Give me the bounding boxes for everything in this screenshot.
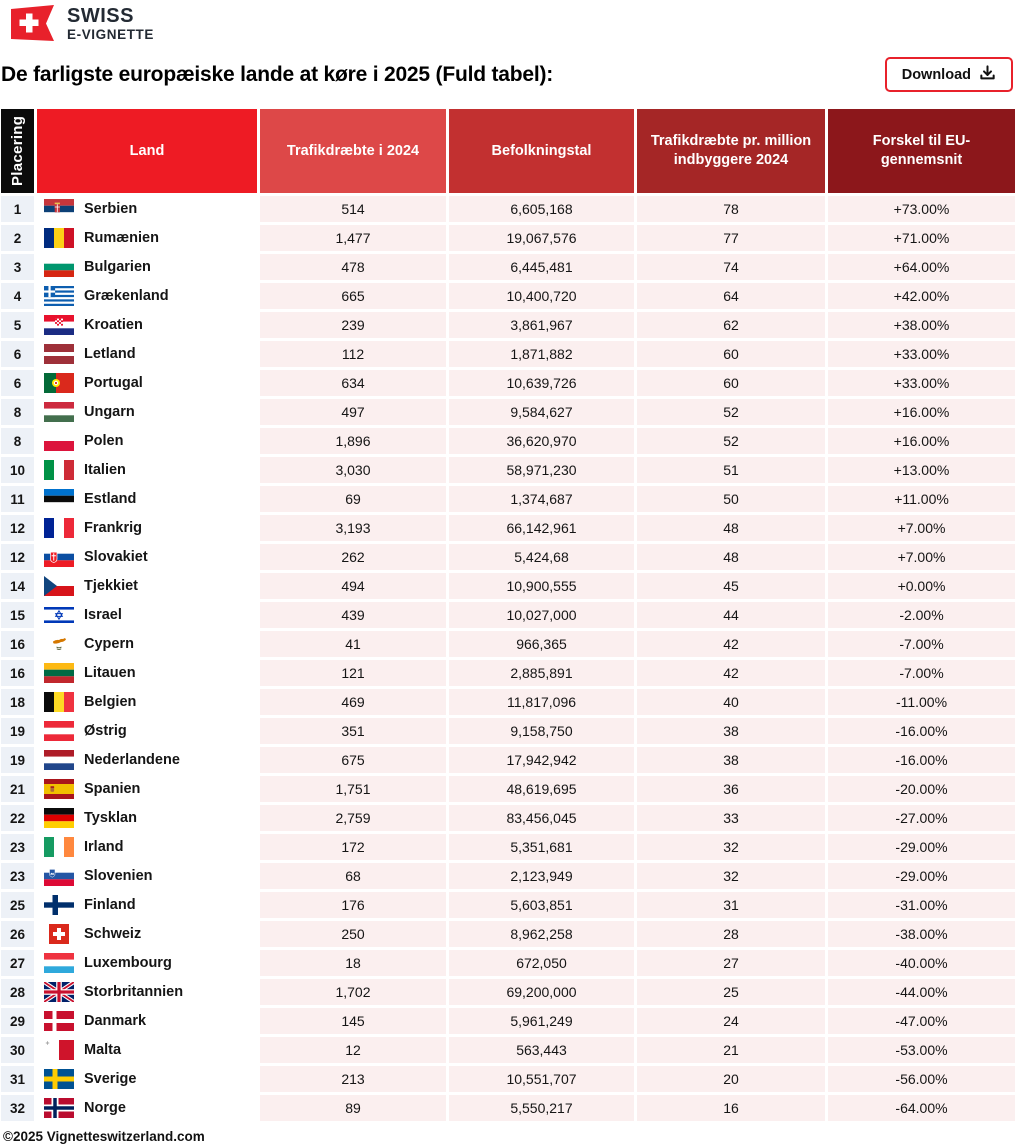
deaths-cell: 18 bbox=[260, 950, 446, 976]
country-name: Tjekkiet bbox=[84, 578, 138, 594]
population-cell: 10,900,555 bbox=[449, 573, 634, 599]
diff-cell: -31.00% bbox=[828, 892, 1015, 918]
deaths-cell: 3,030 bbox=[260, 457, 446, 483]
download-icon bbox=[979, 64, 996, 85]
flag-icon-ungarn bbox=[44, 402, 74, 422]
diff-cell: -16.00% bbox=[828, 747, 1015, 773]
flag-icon-malta bbox=[44, 1040, 74, 1060]
deaths-cell: 478 bbox=[260, 254, 446, 280]
diff-cell: -56.00% bbox=[828, 1066, 1015, 1092]
deaths-cell: 250 bbox=[260, 921, 446, 947]
deaths-cell: 112 bbox=[260, 341, 446, 367]
deaths-cell: 494 bbox=[260, 573, 446, 599]
country-name: Kroatien bbox=[84, 317, 143, 333]
column-header-forskel-eu: Forskel til EU-gennemsnit bbox=[828, 109, 1015, 193]
country-cell-israel bbox=[37, 602, 257, 628]
per-million-cell: 48 bbox=[637, 515, 825, 541]
country-name: Slovenien bbox=[84, 868, 153, 884]
population-cell: 6,605,168 bbox=[449, 196, 634, 222]
per-million-cell: 60 bbox=[637, 370, 825, 396]
per-million-cell: 33 bbox=[637, 805, 825, 831]
country-cell-nederlandene bbox=[37, 747, 257, 773]
flag-icon-schweiz bbox=[44, 924, 74, 944]
flag-icon-norge bbox=[44, 1098, 74, 1118]
per-million-cell: 77 bbox=[637, 225, 825, 251]
country-cell-tysklan bbox=[37, 805, 257, 831]
diff-cell: +11.00% bbox=[828, 486, 1015, 512]
deaths-cell: 239 bbox=[260, 312, 446, 338]
deaths-cell: 213 bbox=[260, 1066, 446, 1092]
country-name: Italien bbox=[84, 462, 126, 478]
country-cell-italien bbox=[37, 457, 257, 483]
diff-cell: -40.00% bbox=[828, 950, 1015, 976]
country-name: Belgien bbox=[84, 694, 137, 710]
download-button[interactable] bbox=[885, 57, 1013, 92]
diff-cell: +7.00% bbox=[828, 515, 1015, 541]
population-cell: 2,885,891 bbox=[449, 660, 634, 686]
flag-icon-cypern bbox=[44, 634, 74, 654]
brand-subtitle: E-VIGNETTE bbox=[67, 27, 155, 42]
country-cell-litauen bbox=[37, 660, 257, 686]
population-cell: 3,861,967 bbox=[449, 312, 634, 338]
rank-cell: 18 bbox=[1, 689, 34, 715]
country-name: Cypern bbox=[84, 636, 134, 652]
per-million-cell: 32 bbox=[637, 834, 825, 860]
country-cell-slovenien bbox=[37, 863, 257, 889]
rank-cell: 21 bbox=[1, 776, 34, 802]
rank-cell: 28 bbox=[1, 979, 34, 1005]
deaths-cell: 121 bbox=[260, 660, 446, 686]
per-million-cell: 64 bbox=[637, 283, 825, 309]
per-million-cell: 38 bbox=[637, 747, 825, 773]
rank-cell: 12 bbox=[1, 544, 34, 570]
country-cell-schweiz bbox=[37, 921, 257, 947]
population-cell: 5,603,851 bbox=[449, 892, 634, 918]
column-header-placering: Placering bbox=[1, 109, 34, 193]
country-cell-malta bbox=[37, 1037, 257, 1063]
country-cell-irland bbox=[37, 834, 257, 860]
column-header-befolkningstal: Befolkningstal bbox=[449, 109, 634, 193]
diff-cell: -27.00% bbox=[828, 805, 1015, 831]
country-name: Letland bbox=[84, 346, 136, 362]
country-name: Litauen bbox=[84, 665, 136, 681]
country-cell-tjekkiet bbox=[37, 573, 257, 599]
deaths-cell: 514 bbox=[260, 196, 446, 222]
column-header-per-million: Trafikdræbte pr. million indbyggere 2024 bbox=[637, 109, 825, 193]
country-name: Slovakiet bbox=[84, 549, 148, 565]
flag-icon-tjekkiet bbox=[44, 576, 74, 596]
footer-copyright: ©2025 Vignetteswitzerland.com bbox=[3, 1129, 205, 1144]
diff-cell: -20.00% bbox=[828, 776, 1015, 802]
flag-icon-israel bbox=[44, 605, 74, 625]
country-cell-finland bbox=[37, 892, 257, 918]
population-cell: 563,443 bbox=[449, 1037, 634, 1063]
population-cell: 966,365 bbox=[449, 631, 634, 657]
rank-cell: 6 bbox=[1, 370, 34, 396]
per-million-cell: 44 bbox=[637, 602, 825, 628]
diff-cell: -38.00% bbox=[828, 921, 1015, 947]
brand-name: SWISS bbox=[67, 5, 134, 27]
per-million-cell: 36 bbox=[637, 776, 825, 802]
country-name: Sverige bbox=[84, 1071, 137, 1087]
population-cell: 36,620,970 bbox=[449, 428, 634, 454]
rank-cell: 4 bbox=[1, 283, 34, 309]
population-cell: 5,961,249 bbox=[449, 1008, 634, 1034]
per-million-cell: 42 bbox=[637, 631, 825, 657]
country-name: Tysklan bbox=[84, 810, 137, 826]
flag-icon-italien bbox=[44, 460, 74, 480]
rank-cell: 19 bbox=[1, 718, 34, 744]
rank-cell: 31 bbox=[1, 1066, 34, 1092]
population-cell: 9,584,627 bbox=[449, 399, 634, 425]
title-row bbox=[1, 57, 1015, 92]
per-million-cell: 45 bbox=[637, 573, 825, 599]
per-million-cell: 25 bbox=[637, 979, 825, 1005]
deaths-cell: 675 bbox=[260, 747, 446, 773]
country-cell-spanien bbox=[37, 776, 257, 802]
country-cell-bulgarien bbox=[37, 254, 257, 280]
deaths-cell: 351 bbox=[260, 718, 446, 744]
country-cell-danmark bbox=[37, 1008, 257, 1034]
flag-icon-belgien bbox=[44, 692, 74, 712]
country-name: Rumænien bbox=[84, 230, 159, 246]
population-cell: 10,551,707 bbox=[449, 1066, 634, 1092]
diff-cell: +13.00% bbox=[828, 457, 1015, 483]
deaths-cell: 89 bbox=[260, 1095, 446, 1121]
rank-cell: 6 bbox=[1, 341, 34, 367]
deaths-cell: 172 bbox=[260, 834, 446, 860]
diff-cell: +0.00% bbox=[828, 573, 1015, 599]
population-cell: 10,639,726 bbox=[449, 370, 634, 396]
deaths-cell: 634 bbox=[260, 370, 446, 396]
flag-icon-finland bbox=[44, 895, 74, 915]
per-million-cell: 62 bbox=[637, 312, 825, 338]
per-million-cell: 40 bbox=[637, 689, 825, 715]
deaths-cell: 1,751 bbox=[260, 776, 446, 802]
diff-cell: +42.00% bbox=[828, 283, 1015, 309]
rank-cell: 22 bbox=[1, 805, 34, 831]
rank-cell: 19 bbox=[1, 747, 34, 773]
rank-cell: 29 bbox=[1, 1008, 34, 1034]
flag-icon-irland bbox=[44, 837, 74, 857]
country-name: Østrig bbox=[84, 723, 127, 739]
population-cell: 1,871,882 bbox=[449, 341, 634, 367]
deaths-cell: 469 bbox=[260, 689, 446, 715]
per-million-cell: 74 bbox=[637, 254, 825, 280]
country-cell-serbien bbox=[37, 196, 257, 222]
diff-cell: +16.00% bbox=[828, 428, 1015, 454]
per-million-cell: 32 bbox=[637, 863, 825, 889]
per-million-cell: 38 bbox=[637, 718, 825, 744]
flag-icon-spanien bbox=[44, 779, 74, 799]
population-cell: 69,200,000 bbox=[449, 979, 634, 1005]
flag-icon-serbien bbox=[44, 199, 74, 219]
per-million-cell: 20 bbox=[637, 1066, 825, 1092]
rank-cell: 5 bbox=[1, 312, 34, 338]
diff-cell: +38.00% bbox=[828, 312, 1015, 338]
country-name: Serbien bbox=[84, 201, 138, 217]
diff-cell: -7.00% bbox=[828, 631, 1015, 657]
country-name: Nederlandene bbox=[84, 752, 180, 768]
deaths-cell: 1,896 bbox=[260, 428, 446, 454]
diff-cell: +33.00% bbox=[828, 370, 1015, 396]
rank-cell: 23 bbox=[1, 863, 34, 889]
swiss-flag-icon bbox=[10, 4, 55, 47]
population-cell: 6,445,481 bbox=[449, 254, 634, 280]
population-cell: 672,050 bbox=[449, 950, 634, 976]
diff-cell: +33.00% bbox=[828, 341, 1015, 367]
diff-cell: -11.00% bbox=[828, 689, 1015, 715]
country-cell-norge bbox=[37, 1095, 257, 1121]
country-name: Irland bbox=[84, 839, 124, 855]
population-cell: 66,142,961 bbox=[449, 515, 634, 541]
diff-cell: -29.00% bbox=[828, 834, 1015, 860]
flag-icon-storbritannien bbox=[44, 982, 74, 1002]
per-million-cell: 31 bbox=[637, 892, 825, 918]
country-cell-frankrig bbox=[37, 515, 257, 541]
deaths-cell: 497 bbox=[260, 399, 446, 425]
per-million-cell: 16 bbox=[637, 1095, 825, 1121]
per-million-cell: 78 bbox=[637, 196, 825, 222]
page-title: De farligste europæiske lande at køre i 2025 (Fuld tabel): bbox=[1, 62, 554, 86]
deaths-cell: 262 bbox=[260, 544, 446, 570]
population-cell: 10,027,000 bbox=[449, 602, 634, 628]
flag-icon-grkenland bbox=[44, 286, 74, 306]
country-name: Ungarn bbox=[84, 404, 135, 420]
population-cell: 8,962,258 bbox=[449, 921, 634, 947]
deaths-cell: 68 bbox=[260, 863, 446, 889]
population-cell: 48,619,695 bbox=[449, 776, 634, 802]
diff-cell: -44.00% bbox=[828, 979, 1015, 1005]
country-cell-polen bbox=[37, 428, 257, 454]
country-name: Schweiz bbox=[84, 926, 142, 942]
per-million-cell: 21 bbox=[637, 1037, 825, 1063]
flag-icon-estland bbox=[44, 489, 74, 509]
population-cell: 1,374,687 bbox=[449, 486, 634, 512]
population-cell: 10,400,720 bbox=[449, 283, 634, 309]
countries-table bbox=[1, 109, 1015, 1121]
country-cell-cypern bbox=[37, 631, 257, 657]
diff-cell: +71.00% bbox=[828, 225, 1015, 251]
rank-cell: 15 bbox=[1, 602, 34, 628]
rank-cell: 1 bbox=[1, 196, 34, 222]
per-million-cell: 27 bbox=[637, 950, 825, 976]
rank-cell: 11 bbox=[1, 486, 34, 512]
country-name: Danmark bbox=[84, 1013, 147, 1029]
rank-cell: 8 bbox=[1, 399, 34, 425]
deaths-cell: 1,702 bbox=[260, 979, 446, 1005]
country-name: Spanien bbox=[84, 781, 141, 797]
deaths-cell: 41 bbox=[260, 631, 446, 657]
flag-icon-letland bbox=[44, 344, 74, 364]
column-header-land: Land bbox=[37, 109, 257, 193]
flag-icon-sverige bbox=[44, 1069, 74, 1089]
diff-cell: +73.00% bbox=[828, 196, 1015, 222]
country-cell-sverige bbox=[37, 1066, 257, 1092]
rank-cell: 10 bbox=[1, 457, 34, 483]
per-million-cell: 60 bbox=[637, 341, 825, 367]
country-name: Portugal bbox=[84, 375, 143, 391]
country-name: Finland bbox=[84, 897, 136, 913]
country-name: Malta bbox=[84, 1042, 122, 1058]
flag-icon-tysklan bbox=[44, 808, 74, 828]
population-cell: 5,351,681 bbox=[449, 834, 634, 860]
country-name: Grækenland bbox=[84, 288, 169, 304]
rank-cell: 30 bbox=[1, 1037, 34, 1063]
diff-cell: -53.00% bbox=[828, 1037, 1015, 1063]
diff-cell: -16.00% bbox=[828, 718, 1015, 744]
diff-cell: -29.00% bbox=[828, 863, 1015, 889]
rank-cell: 27 bbox=[1, 950, 34, 976]
per-million-cell: 24 bbox=[637, 1008, 825, 1034]
population-cell: 58,971,230 bbox=[449, 457, 634, 483]
rank-cell: 14 bbox=[1, 573, 34, 599]
rank-cell: 8 bbox=[1, 428, 34, 454]
country-name: Estland bbox=[84, 491, 137, 507]
flag-icon-slovenien bbox=[44, 866, 74, 886]
country-name: Israel bbox=[84, 607, 122, 623]
country-name: Norge bbox=[84, 1100, 126, 1116]
per-million-cell: 52 bbox=[637, 428, 825, 454]
country-name: Luxembourg bbox=[84, 955, 172, 971]
country-cell-strig bbox=[37, 718, 257, 744]
flag-icon-frankrig bbox=[44, 518, 74, 538]
flag-icon-bulgarien bbox=[44, 257, 74, 277]
rank-cell: 16 bbox=[1, 631, 34, 657]
population-cell: 2,123,949 bbox=[449, 863, 634, 889]
country-name: Bulgarien bbox=[84, 259, 151, 275]
rank-cell: 26 bbox=[1, 921, 34, 947]
per-million-cell: 51 bbox=[637, 457, 825, 483]
deaths-cell: 12 bbox=[260, 1037, 446, 1063]
rank-cell: 16 bbox=[1, 660, 34, 686]
diff-cell: -2.00% bbox=[828, 602, 1015, 628]
population-cell: 83,456,045 bbox=[449, 805, 634, 831]
per-million-cell: 42 bbox=[637, 660, 825, 686]
download-label: Download bbox=[901, 66, 971, 83]
country-cell-estland bbox=[37, 486, 257, 512]
flag-icon-strig bbox=[44, 721, 74, 741]
rank-cell: 25 bbox=[1, 892, 34, 918]
country-cell-belgien bbox=[37, 689, 257, 715]
country-cell-grkenland bbox=[37, 283, 257, 309]
deaths-cell: 176 bbox=[260, 892, 446, 918]
diff-cell: -47.00% bbox=[828, 1008, 1015, 1034]
country-name: Frankrig bbox=[84, 520, 143, 536]
population-cell: 19,067,576 bbox=[449, 225, 634, 251]
flag-icon-luxembourg bbox=[44, 953, 74, 973]
rank-cell: 2 bbox=[1, 225, 34, 251]
deaths-cell: 2,759 bbox=[260, 805, 446, 831]
country-cell-luxembourg bbox=[37, 950, 257, 976]
per-million-cell: 28 bbox=[637, 921, 825, 947]
diff-cell: +64.00% bbox=[828, 254, 1015, 280]
deaths-cell: 665 bbox=[260, 283, 446, 309]
flag-icon-slovakiet bbox=[44, 547, 74, 567]
diff-cell: +7.00% bbox=[828, 544, 1015, 570]
rank-cell: 23 bbox=[1, 834, 34, 860]
flag-icon-polen bbox=[44, 431, 74, 451]
deaths-cell: 145 bbox=[260, 1008, 446, 1034]
country-cell-portugal bbox=[37, 370, 257, 396]
deaths-cell: 439 bbox=[260, 602, 446, 628]
diff-cell: -64.00% bbox=[828, 1095, 1015, 1121]
deaths-cell: 69 bbox=[260, 486, 446, 512]
country-cell-kroatien bbox=[37, 312, 257, 338]
deaths-cell: 1,477 bbox=[260, 225, 446, 251]
country-name: Polen bbox=[84, 433, 124, 449]
rank-cell: 3 bbox=[1, 254, 34, 280]
per-million-cell: 48 bbox=[637, 544, 825, 570]
country-cell-storbritannien bbox=[37, 979, 257, 1005]
column-header-trafikdraebte-2024: Trafikdræbte i 2024 bbox=[260, 109, 446, 193]
flag-icon-danmark bbox=[44, 1011, 74, 1031]
flag-icon-litauen bbox=[44, 663, 74, 683]
country-cell-letland bbox=[37, 341, 257, 367]
brand-logo[interactable] bbox=[10, 4, 1015, 47]
per-million-cell: 50 bbox=[637, 486, 825, 512]
country-name: Storbritannien bbox=[84, 984, 184, 1000]
country-cell-ungarn bbox=[37, 399, 257, 425]
country-cell-rumnien bbox=[37, 225, 257, 251]
country-cell-slovakiet bbox=[37, 544, 257, 570]
population-cell: 5,550,217 bbox=[449, 1095, 634, 1121]
population-cell: 5,424,68 bbox=[449, 544, 634, 570]
population-cell: 9,158,750 bbox=[449, 718, 634, 744]
diff-cell: -7.00% bbox=[828, 660, 1015, 686]
population-cell: 17,942,942 bbox=[449, 747, 634, 773]
flag-icon-kroatien bbox=[44, 315, 74, 335]
rank-cell: 12 bbox=[1, 515, 34, 541]
deaths-cell: 3,193 bbox=[260, 515, 446, 541]
diff-cell: +16.00% bbox=[828, 399, 1015, 425]
rank-cell: 32 bbox=[1, 1095, 34, 1121]
flag-icon-nederlandene bbox=[44, 750, 74, 770]
population-cell: 11,817,096 bbox=[449, 689, 634, 715]
flag-icon-portugal bbox=[44, 373, 74, 393]
per-million-cell: 52 bbox=[637, 399, 825, 425]
flag-icon-rumnien bbox=[44, 228, 74, 248]
